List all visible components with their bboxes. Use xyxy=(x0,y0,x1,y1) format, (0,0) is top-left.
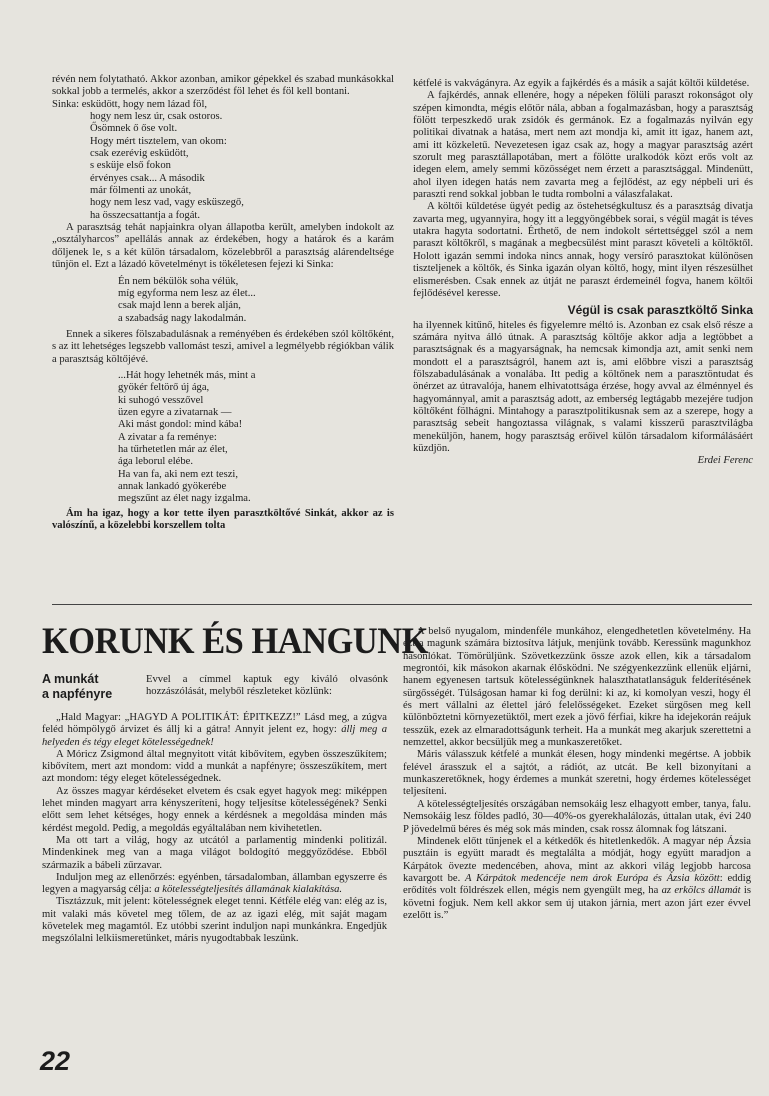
verse-line: hogy nem lesz úr, csak ostoros. xyxy=(90,111,223,123)
top-left-column xyxy=(52,74,394,532)
paragraph: A kötelességteljesítés országában nemsokáig lesz elhagyott ember, tanya, falu. Nemsokáig lesz földes padló, 30—40%-os gyerekhalálozás, úttalan utak, évi 240 P jövedelmű béres és még sok más minden, csak rossz álomnak fog látszani. xyxy=(403,798,751,835)
article-intro: Evvel a címmel kaptuk egy kiváló olvasónk hozzászólását, melyből részleteket közlünk: xyxy=(146,674,388,698)
verse-line: megszűnt az élet nagy izgalma. xyxy=(118,493,251,505)
article-rubric xyxy=(42,672,134,702)
emphasis: az erkölcs államát xyxy=(661,885,741,897)
emphasis: A Kárpátok medencéje nem árok Európa és Ázsia között xyxy=(465,872,720,884)
paragraph xyxy=(403,836,751,922)
paragraph: kétfelé is vakvágányra. Az egyik a fajkérdés és a másik a saját költői küldetése. xyxy=(413,78,750,89)
text-run: „Hald Magyar: „HAGYD A POLITIKÁT: ÉPITKEZZ!” Lásd meg, a zúgva feléd hömpölygő árvizet és állj ki a gátra! Annyit jelent ez, hogy: xyxy=(42,712,387,736)
paragraph: Ám ha igaz, hogy a kor tette ilyen parasztköltővé Sinkát, akkor az is valószínű, a közelebbi korszellem tolta xyxy=(52,507,394,532)
verse-line: üzen egyre a zivatarnak — xyxy=(118,406,232,418)
paragraph: A fajkérdés, annak ellenére, hogy a népeken fölüli paraszt rokonságot oly szépen kimondta, mégis előtör nála, abban a fogalmazásban, hogy a parasztság fölött terpeszkedő urak zsidók és germánok. Ez a fogalmazás nyilván egy politikai divatnak a hatása, mert nem azt mondja ki, amit itt igaz, hanem azt, ami itt közkeletű. Nevezetesen igaz csak az, hogy a magyar parasztság azért szorult meg parasztállapotában, mert a fölötte uralkodók közt erős volt az idegen elem, amely semmi közösséget nem érzett a parasztsággal. Mindenütt, ahol ilyen idegen hatás nem zavarta meg a fejlődést, az egy népbeli uri és paraszti rend sokkal jobban le tudta rombolni a válaszfalakat. xyxy=(413,90,753,201)
rubric-line: A munkát xyxy=(42,672,99,686)
bottom-right-column xyxy=(403,626,751,922)
paragraph xyxy=(42,712,387,749)
verse-line: Sinka: esküdött, hogy nem lázad föl, xyxy=(52,98,208,110)
paragraph xyxy=(42,872,387,897)
verse-line: gyökér feltörő új ága, xyxy=(118,382,210,394)
bottom-left-column xyxy=(42,712,387,946)
verse-sinka-oath xyxy=(52,99,394,222)
paragraph: Az összes magyar kérdéseket elvetem és csak egyet hagyok meg: miképpen lehet minden magyart arra kényszeríteni, hogy teljesítse kötelességének? Senki előtt sem lehet kétséges, hogy ennek a kérdésnek a megoldása minden más kérdést megold. Pedig, a megoldás egyáltalában nem kivihetetlen. xyxy=(42,785,387,834)
verse-line: Én nem békülök soha vélük, xyxy=(118,275,239,287)
paragraph: ha ilyennek kitűnő, hiteles és figyelemre méltó is. Azonban ez csak első része a számára nyitva álló útnak. A parasztság költője akkor adja a legtöbbet a parasztságnak és a magyarságnak, ha nemcsak kimondja azt, amit senki nem mondott el a parasztságról, hanem azt is, ami előbbre viszi a parasztság fölszabadulásának a vonalába. Itt pedig a költőnek nem a parasztöntudat és önérzet az útravalója, hanem elhivatottsága érzése, hogy avval az élménnyel és hagyománnyal, amit a parasztság adott, az emberség legtágabb mezejére tudjon költőként fölhágni. Mintahogy a parasztpolitikusnak sem az a szerepe, hogy a parasztság sebeit hangoztassa világnak, s valami kisszerű parasztvilágba meneküljön, hanem, hogy parasztság erőivel külön társadalom kiformálásáért küzdjön. xyxy=(413,319,753,454)
verse-line: hogy nem lesz vad, vagy esküszegő, xyxy=(90,197,244,209)
text-run: : eddig erődítés volt földrészek ellen, mégis nem gyengült meg, ha xyxy=(403,872,751,897)
verse-line: A zivatar a fa reménye: xyxy=(118,431,217,443)
paragraph: A parasztság tehát napjainkra olyan állapotba került, amelyben indokolt az „osztályharcos” apellálás annak az érdekében, hogy a határok és a karám dőljenek le, s a két külön társadalom, közelebbről a parasztság alárendeltsége tűnjön el. Ezt a lázadó követelményt is tökéletesen fejezi ki Sinka: xyxy=(52,222,394,271)
section-title: KORUNK ÉS HANGUNK xyxy=(42,621,428,662)
verse-line: a szabadság nagy lakodalmán. xyxy=(118,312,247,324)
text-run: is követni fogjuk. Nem kell akkor sem új utakon járnia, mert azon járt ezer évvel ezelőtt is.” xyxy=(403,885,751,921)
paragraph: Tisztázzuk, mit jelent: kötelességnek eleget tenni. Kétféle elég van: elég az is, mit valaki más követel meg tőlem, de az az igazi elég, mit saját magam követelek meg magamtól. Ez utóbbi szerint induljon napi munkánkra. Engedjük megszólalni lelkiismeretünket, máris nyugodtabbak leszünk. xyxy=(42,896,387,945)
verse-line: ...Hát hogy lehetnék más, mint a xyxy=(118,369,256,381)
verse-line: ága leborul elébe. xyxy=(118,456,193,468)
verse-line: annak lankadó gyökerébe xyxy=(118,481,227,492)
verse-line: ki suhogó vesszővel xyxy=(118,394,204,406)
paragraph: A Móricz Zsigmond által megnyitott vitát kibővítem, egyben összeszűkítem; kibővítem, mert azt mondom: vidd a munkát a napfényre; összeszűkítem, mert azt mondom: tégy eleget kötelességednek. xyxy=(42,748,387,785)
verse-line: míg egyforma nem lesz az élet... xyxy=(118,287,256,299)
verse-line: ha összecsattantja a fogát. xyxy=(90,209,201,221)
paragraph: Ennek a sikeres fölszabadulásnak a reményében és érdekében szól költőként, s az itt lehetséges legszebb vallomást teszi, amivel a legmélyebb régiókban válik a parasztság költőjévé. xyxy=(52,328,394,365)
emphasis: állj meg a helyeden és tégy eleget kötelességednek! xyxy=(42,724,387,748)
verse-line: Ha van fa, aki nem ezt teszi, xyxy=(118,468,239,480)
paragraph: A belső nyugalom, mindenféle munkához, elengedhetetlen követelmény. Ha ezt a magunk számára biztosítva látjuk, menjünk tovább. Keressünk magunkhoz hasonlókat. Tömörüljünk. Szövetkezzünk össze azok ellen, kik a társadalom megrontói, kik másokon akarnak élősködni. Ne szégyenkezzünk ellenük eljárni, hanem egyenesen tartsuk kötelességünknek halaszthatatlanságuk felderítésének sürgősségét. Túlságosan hamar ki fog derülni: ki az, ki komolyan veszi, hogy él és mert vállalni az élettel járó felelősségeket. Ezeket sürgősen meg kell különböztetni környezetüktől, mert ezek a jövő férfiai, kikre ha idejekorán reájuk tesszük, ezek az elmaradottságunk terheit. Ha a munkát meg akarjuk szerettetni a nemzettel, akkor becsüljük meg a munkaszeretőket. xyxy=(403,626,751,749)
rubric-line: a napfényre xyxy=(42,687,113,701)
verse-line: Ősömnek ő őse volt. xyxy=(90,123,178,135)
top-right-column xyxy=(413,78,753,468)
verse-line: s esküje első fokon xyxy=(90,160,171,172)
paragraph: Máris válasszuk kétfelé a munkát élesen, hogy mindenki megértse. A jobbik felével árasszuk el a sajtót, a rádiót, az utcát. Be kell bizonyítani a munkaszeretőknek, hogy érdemes a munkát szeretni, hogy érdemes kötelességet teljesíteni. xyxy=(403,749,751,798)
verse-line: csak ezerévig esküdött, xyxy=(90,148,189,160)
section-subheading: Végül is csak parasztköltő Sinka xyxy=(567,303,753,318)
verse-root-branch xyxy=(52,370,394,506)
emphasis: a kötelességteljesítés államának kialakítása. xyxy=(154,884,343,896)
paragraph: révén nem folytatható. Akkor azonban, amikor gépekkel és szabad munkásokkal sokkal jobb a termelés, akkor a szerződést föl lehet és föl kell bontani. xyxy=(52,74,394,98)
verse-line: érvényes csak... A második xyxy=(90,172,205,184)
author-signature: Erdei Ferenc xyxy=(697,455,753,467)
paragraph: Ma ott tart a világ, hogy az utcától a parlamentig mindenki politizál. Mindenkinek meg van a maga világot boldogító meggyőződése. Ebből származik a bábeli zűrzavar. xyxy=(42,834,387,871)
section-divider xyxy=(52,604,752,605)
verse-line: Aki mást gondol: mind kába! xyxy=(118,419,243,431)
verse-line: csak majd lenn a berek alján, xyxy=(118,300,241,312)
text-run: Mindenek előtt tűnjenek el a kétkedők és hitetlenkedők. A magyar nép Ázsia pusztáin is együtt maradt és megtalálta a módját, hogy együtt maradjon a Kárpátok övezte medencében, ahova, mint az akkori világ legjobb harcosa kavargott be. xyxy=(403,835,751,884)
page-number: 22 xyxy=(40,1046,71,1076)
verse-line: már fölmenti az unokát, xyxy=(90,185,192,197)
paragraph: A költői küldetése ügyét pedig az östehetségkultusz és a parasztság divatja zavarta meg, ugyannyira, hogy itt a leggyöngébbek sorai, s végül magát is téves utakra hagyta sodortatni. Érthető, de nem indokolt sértettséggel szól a nem paraszt költőkről, s magának a megbecsülést mint paraszt követeli a költőktől. Holott igazán semmi indoka nincs annak, hogy versíró parasztokat különösen tiszteljenek a költők, és Sinka igazán olyan költő, hogy, mint ilyen részesülhet elismerésben. Csak ennek az útját ne paraszt érdemeinél fogva, hanem költői fejlődésével keresse. xyxy=(413,201,753,299)
verse-reconcile xyxy=(52,276,394,325)
text-run: Induljon meg az ellenőrzés: egyénben, társadalomban, államban egyszerre és legyen a magyarság célja: xyxy=(42,871,387,896)
verse-line: ha tűrhetetlen már az élet, xyxy=(118,443,228,455)
verse-line: Hogy mért tisztelem, van okom: xyxy=(90,135,227,147)
